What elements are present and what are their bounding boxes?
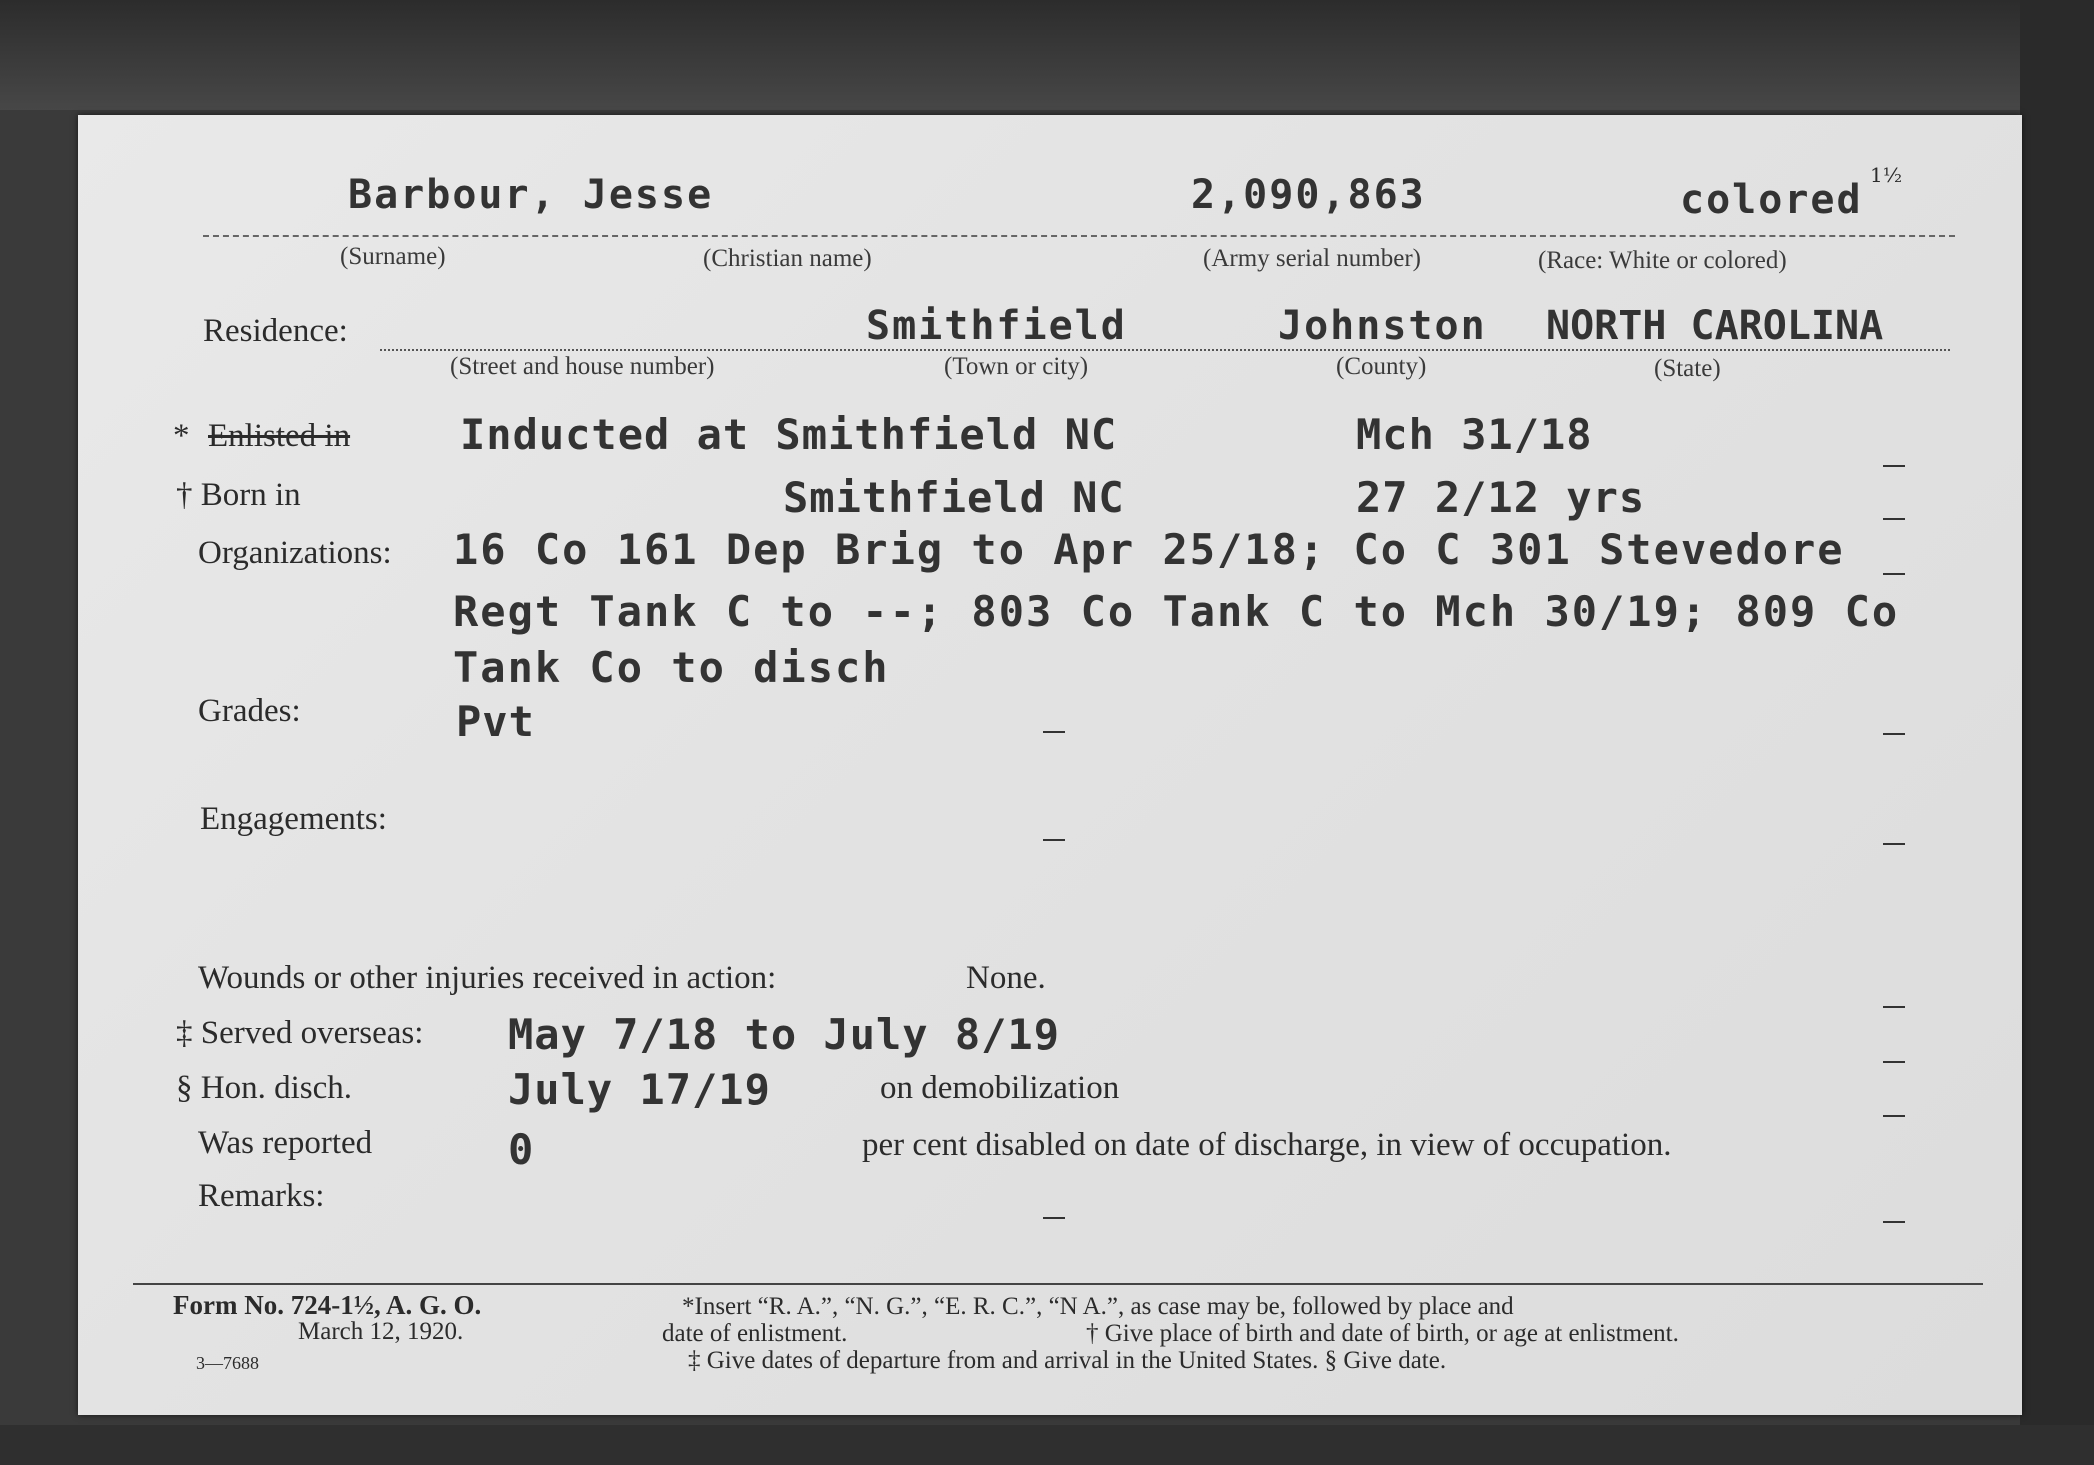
form-number: Form No. 724-1½, A. G. O.: [173, 1290, 482, 1320]
print-code: 3—7688: [196, 1353, 259, 1373]
wounds-value: None.: [966, 960, 1046, 996]
footnote-enlistment-cont: date of enlistment.: [662, 1320, 848, 1347]
serial-number-value: 2,090,863: [1191, 172, 1426, 218]
footnote-overseas: ‡ Give dates of departure from and arrival in the United States. § Give date.: [688, 1347, 1447, 1374]
overseas-value: May 7/18 to July 8/19: [508, 1010, 1061, 1059]
disability-text: per cent disabled on date of discharge, in view of occupation.: [862, 1127, 1672, 1163]
line-end-mark: [1883, 465, 1905, 467]
line-end-mark: [1883, 518, 1905, 520]
town-value: Smithfield: [866, 303, 1127, 349]
street-caption: (Street and house number): [450, 353, 715, 380]
serial-caption: (Army serial number): [1203, 245, 1421, 272]
line-end-mark: [1883, 1061, 1905, 1063]
line-end-mark: [1883, 573, 1905, 575]
grade-value: Pvt: [456, 697, 535, 746]
surname-caption: (Surname): [340, 243, 446, 270]
enlisted-date-value: Mch 31/18: [1356, 410, 1593, 459]
header-line: [203, 235, 1955, 237]
draft-record-card: [78, 115, 2022, 1415]
line-end-mark: [1883, 843, 1905, 845]
residence-label: Residence:: [203, 313, 348, 349]
race-value: colored: [1680, 177, 1863, 223]
enlisted-place-value: Inducted at Smithfield NC: [460, 410, 1118, 459]
remarks-label: Remarks:: [198, 1178, 325, 1214]
fraction-mark: 1½: [1870, 163, 1903, 187]
background-top: [0, 0, 2094, 110]
county-caption: (County): [1336, 353, 1427, 380]
line-mid-mark: [1043, 839, 1065, 841]
footnote-birth: † Give place of birth and date of birth, or age at enlistment.: [1086, 1320, 1679, 1347]
organizations-line-1: 16 Co 161 Dep Brig to Apr 25/18; Co C 301 Stevedore: [453, 525, 1845, 574]
race-caption: (Race: White or colored): [1538, 247, 1787, 274]
organizations-line-2: Regt Tank C to --; 803 Co Tank C to Mch 30/19; 809 Co: [453, 587, 1900, 636]
discharge-date-value: July 17/19: [508, 1065, 771, 1114]
form-date: March 12, 1920.: [298, 1318, 464, 1345]
background-bottom: [0, 1425, 2094, 1465]
christian-name-caption: (Christian name): [703, 245, 872, 272]
surname-value: Barbour, Jesse: [348, 172, 714, 218]
county-value: Johnston: [1278, 303, 1487, 349]
enlisted-mark: *: [173, 418, 190, 454]
wounds-label: Wounds or other injuries received in action:: [198, 960, 777, 996]
state-caption: (State): [1654, 355, 1721, 382]
line-end-mark: [1883, 1006, 1905, 1008]
line-mid-mark: [1043, 731, 1065, 733]
town-caption: (Town or city): [944, 353, 1089, 380]
overseas-label: ‡ Served overseas:: [176, 1015, 424, 1051]
organizations-label: Organizations:: [198, 535, 392, 571]
discharge-label: § Hon. disch.: [176, 1070, 352, 1106]
line-mid-mark: [1043, 1217, 1065, 1219]
disability-percent-value: 0: [508, 1125, 535, 1174]
discharge-note: on demobilization: [880, 1070, 1120, 1106]
born-place-value: Smithfield NC: [783, 473, 1125, 522]
enlisted-label: Enlisted in: [208, 418, 351, 454]
reported-label: Was reported: [198, 1125, 373, 1161]
grades-label: Grades:: [198, 693, 301, 729]
born-label: † Born in: [176, 477, 301, 513]
engagements-label: Engagements:: [200, 801, 387, 837]
background-right: [2020, 0, 2094, 1465]
line-end-mark: [1883, 1115, 1905, 1117]
footnote-enlistment: *Insert “R. A.”, “N. G.”, “E. R. C.”, “N A.”, as case may be, followed by place and: [682, 1293, 1514, 1320]
line-end-mark: [1883, 733, 1905, 735]
line-end-mark: [1883, 1221, 1905, 1223]
footer-rule: [133, 1283, 1983, 1285]
organizations-line-3: Tank Co to disch: [453, 643, 890, 692]
age-value: 27 2/12 yrs: [1356, 473, 1646, 522]
residence-line: [380, 349, 1950, 351]
state-value: NORTH CAROLINA: [1546, 303, 1884, 349]
